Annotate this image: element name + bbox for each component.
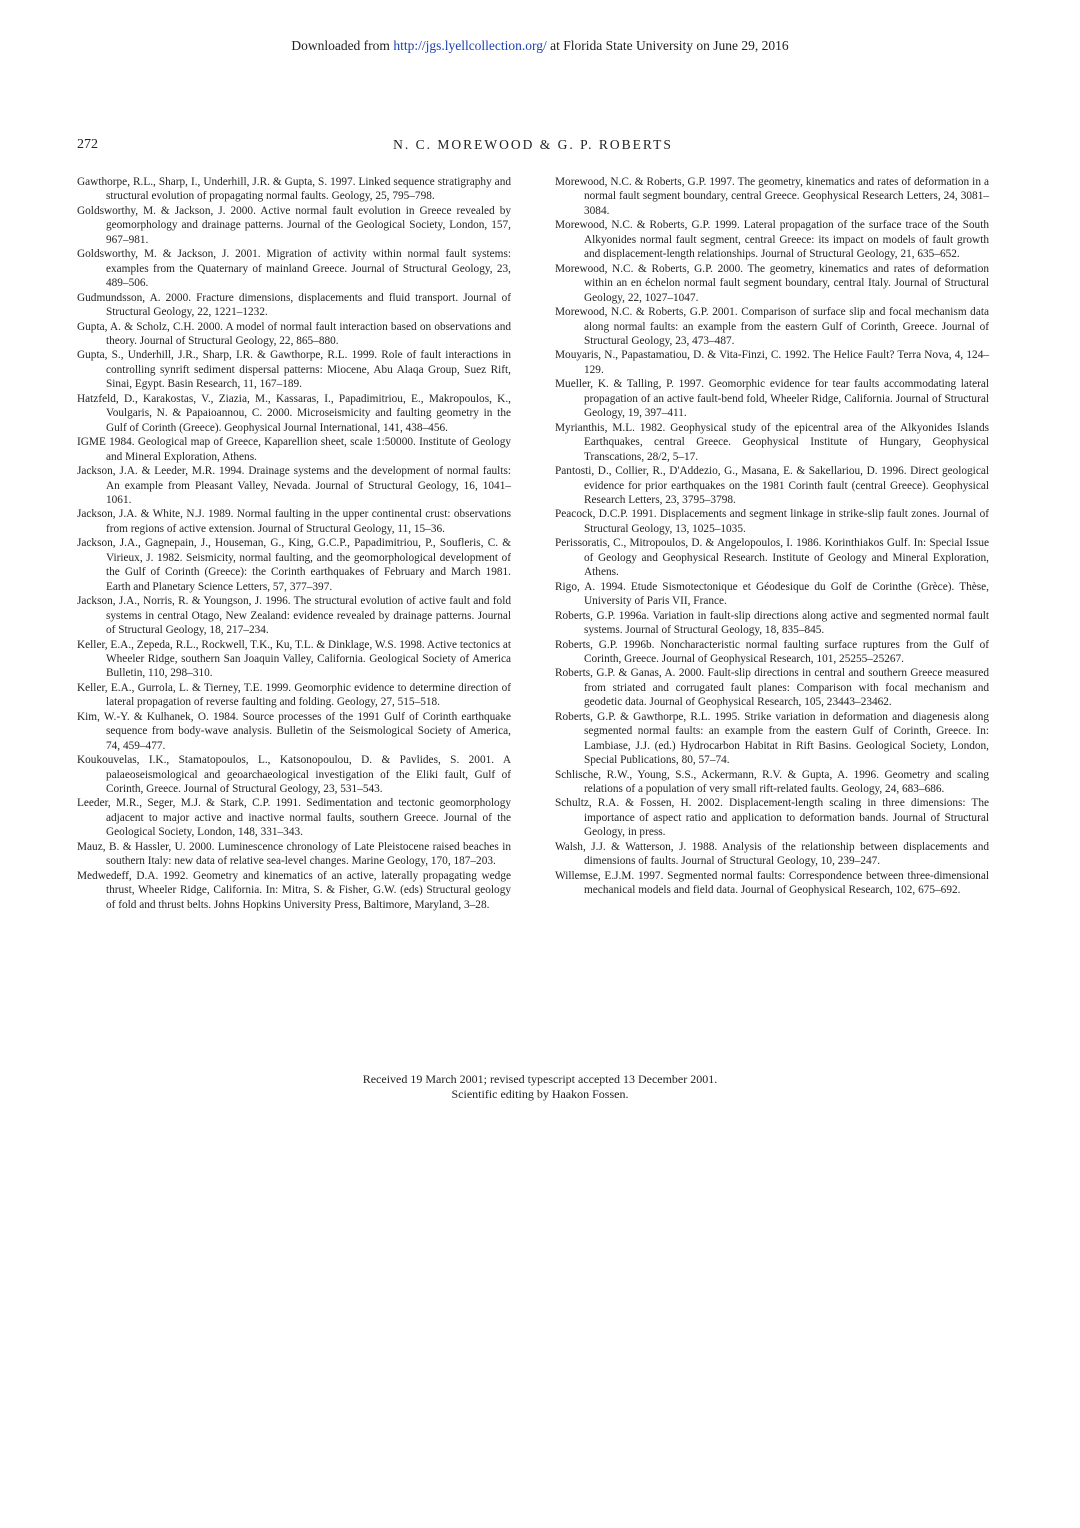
reference-entry: Perissoratis, C., Mitropoulos, D. & Angelopoulos, I. 1986. Korinthiakos Gulf. In: Special Issue of Geology and Geophysical Research. Institute of Geology and Mineral Exploration, Athens. [555, 537, 989, 579]
reference-entry: Keller, E.A., Gurrola, L. & Tierney, T.E. 1999. Geomorphic evidence to determine direction of lateral propagation of reverse faulting and folding. Geology, 27, 515–518. [77, 681, 511, 709]
reference-entry: Gupta, S., Underhill, J.R., Sharp, I.R. & Gawthorpe, R.L. 1999. Role of fault interactions in controlling synrift sediment dispersal patterns: Miocene, Abu Alaqa Group, Suez Rift, Sinai, Egypt. Basin Research, 11, 167–189. [77, 349, 511, 391]
reference-entry: Mauz, B. & Hassler, U. 2000. Luminescence chronology of Late Pleistocene raised beaches in southern Italy: new data of relative sea-level changes. Marine Geology, 170, 187–203. [77, 840, 511, 868]
reference-entry: Gawthorpe, R.L., Sharp, I., Underhill, J.R. & Gupta, S. 1997. Linked sequence stratigraphy and structural evolution of propagating normal faults. Geology, 25, 795–798. [77, 176, 511, 203]
download-banner [0, 38, 1080, 54]
reference-entry: Leeder, M.R., Seger, M.J. & Stark, C.P. 1991. Sedimentation and tectonic geomorphology adjacent to major active and inactive normal faults, southern Greece. Journal of the Geological Society, London, 148, 331–343. [77, 797, 511, 839]
reference-entry: Jackson, J.A. & Leeder, M.R. 1994. Drainage systems and the development of normal faults: An example from Pleasant Valley, Nevada. Journal of Structural Geology, 16, 1041–1061. [77, 465, 511, 506]
editing-credit: Scientific editing by Haakon Fossen. [451, 1087, 629, 1101]
reference-entry: Morewood, N.C. & Roberts, G.P. 1997. The geometry, kinematics and rates of deformation in a normal fault segment boundary, central Greece. Geophysical Research Letters, 24, 3081–3084. [555, 176, 989, 217]
reference-entry: Morewood, N.C. & Roberts, G.P. 1999. Lateral propagation of the surface trace of the South Alkyonides normal fault segment, central Greece: its impact on models of fault growth and displacement-length relationships. Journal of Structural Geology, 21, 635–652. [555, 219, 989, 261]
reference-entry: IGME 1984. Geological map of Greece, Kaparellion sheet, scale 1:50000. Institute of Geology and Mineral Exploration, Athens. [77, 436, 511, 463]
page-number: 272 [77, 137, 98, 152]
reference-entry: Morewood, N.C. & Roberts, G.P. 2001. Comparison of surface slip and focal mechanism data along normal faults: an example from the eastern Gulf of Corinth, Greece. Journal of Structural Geology, 23, 473–487. [555, 306, 989, 347]
reference-entry: Koukouvelas, I.K., Stamatopoulos, L., Katsonopoulou, D. & Pavlides, S. 2001. A palaeoseismological and geoarchaeological investigation of the Eliki fault, Gulf of Corinth, Greece. Journal of Structural Geology, 23, 531–543. [77, 754, 511, 796]
reference-entry: Roberts, G.P. & Ganas, A. 2000. Fault-slip directions in central and southern Greece measured from striated and corrugated fault planes: Comparison with focal mechanism and geodetic data. Journal of Geophysical Research, 105, 23443–23462. [555, 667, 989, 709]
reference-entry: Peacock, D.C.P. 1991. Displacements and segment linkage in strike-slip fault zones. Journal of Structural Geology, 13, 1025–1035. [555, 508, 989, 535]
download-prefix: Downloaded from [291, 38, 394, 53]
reference-entry: Pantosti, D., Collier, R., D'Addezio, G., Masana, E. & Sakellariou, D. 1996. Direct geological evidence for prior earthquakes on the 1981 Corinth fault (central Greece). Geophysical Research Letters, 23, 3795–3798. [555, 465, 989, 506]
references-left-column [77, 175, 511, 912]
reference-entry: Willemse, E.J.M. 1997. Segmented normal faults: Correspondence between three-dimensional mechanical models and field data. Journal of Geophysical Research, 102, 675–692. [555, 869, 989, 897]
reference-entry: Roberts, G.P. 1996b. Noncharacteristic normal faulting surface ruptures from the Gulf of Corinth, Greece. Journal of Geophysical Research, 101, 25255–25267. [555, 638, 989, 665]
reference-entry: Gupta, A. & Scholz, C.H. 2000. A model of normal fault interaction based on observations and theory. Journal of Structural Geology, 22, 865–880. [77, 320, 511, 347]
reference-entry: Medwedeff, D.A. 1992. Geometry and kinematics of an active, laterally propagating wedge thrust, Wheeler Ridge, California. In: Mitra, S. & Fisher, G.W. (eds) Structural geology of fold and thrust belts. Johns Hopkins University Press, Baltimore, Maryland, 3–28. [77, 869, 511, 911]
reference-entry: Roberts, G.P. 1996a. Variation in fault-slip directions along active and segmented normal fault systems. Journal of Structural Geology, 18, 835–845. [555, 609, 989, 637]
reference-entry: Schultz, R.A. & Fossen, H. 2002. Displacement-length scaling in three dimensions: The importance of aspect ratio and application to deformation bands. Journal of Structural Geology, in press. [555, 797, 989, 839]
running-title: N. C. MOREWOOD & G. P. ROBERTS [393, 137, 673, 152]
reference-entry: Myrianthis, M.L. 1982. Geophysical study of the epicentral area of the Alkyonides Islands Earthquakes, central Greece. Geophysical Institute of Hungary, Geophysical Transcations, 28/2, 5–17. [555, 421, 989, 463]
reference-entry: Mueller, K. & Talling, P. 1997. Geomorphic evidence for tear faults accommodating lateral propagation of an active fault-bend fold, Wheeler Ridge, California. Journal of Structural Geology, 19, 397–411. [555, 378, 989, 420]
reference-entry: Rigo, A. 1994. Etude Sismotectonique et Géodesique du Golf de Corinthe (Grèce). Thèse, University of Paris VII, France. [555, 580, 989, 608]
reference-entry: Jackson, J.A. & White, N.J. 1989. Normal faulting in the upper continental crust: observations from regions of active extension. Journal of Structural Geology, 11, 15–36. [77, 508, 511, 535]
reference-entry: Walsh, J.J. & Watterson, J. 1988. Analysis of the relationship between displacements and dimensions of faults. Journal of Structural Geology, 10, 239–247. [555, 840, 989, 868]
reference-entry: Roberts, G.P. & Gawthorpe, R.L. 1995. Strike variation in deformation and diagenesis along segmented normal faults: an example from the eastern Gulf of Corinth, Greece. In: Lambiase, J.J. (ed.) Hydrocarbon Habitat in Rift Basins. Geological Society, London, Special Publications, 80, 57–74. [555, 710, 989, 767]
reference-entry: Gudmundsson, A. 2000. Fracture dimensions, displacements and fluid transport. Journal of Structural Geology, 22, 1221–1232. [77, 291, 511, 319]
journal-link[interactable]: http://jgs.lyellcollection.org/ [393, 38, 547, 53]
received-dates: Received 19 March 2001; revised typescript accepted 13 December 2001. [362, 1072, 718, 1086]
reference-entry: Kim, W.-Y. & Kulhanek, O. 1984. Source processes of the 1991 Gulf of Corinth earthquake sequence from body-wave analysis. Bulletin of the Seismological Society of America, 74, 459–477. [77, 710, 511, 752]
reference-entry: Mouyaris, N., Papastamatiou, D. & Vita-Finzi, C. 1992. The Helice Fault? Terra Nova, 4, 124–129. [555, 349, 989, 376]
download-suffix: at Florida State University on June 29, 2016 [546, 38, 789, 53]
reference-entry: Goldsworthy, M. & Jackson, J. 2000. Active normal fault evolution in Greece revealed by geomorphology and drainage patterns. Journal of the Geological Society, London, 157, 967–981. [77, 204, 511, 246]
running-head [77, 137, 989, 157]
reference-entry: Goldsworthy, M. & Jackson, J. 2001. Migration of activity within normal fault systems: examples from the Quaternary of mainland Greece. Journal of Structural Geology, 23, 489–506. [77, 248, 511, 290]
reference-entry: Hatzfeld, D., Karakostas, V., Ziazia, M., Kassaras, I., Papadimitriou, E., Makropoulos, K., Voulgaris, N. & Papaioannou, C. 2000. Microseismicity and faulting geometry in the Gulf of Corinth (Greece). Geophysical Journal International, 141, 438–456. [77, 392, 511, 434]
reference-entry: Jackson, J.A., Gagnepain, J., Houseman, G., King, G.C.P., Papadimitriou, P., Soufleris, C. & Virieux, J. 1982. Seismicity, normal faulting, and the geomorphological development of the Gulf of Corinth (Greece): the Corinth earthquakes of February and March 1981. Earth and Planetary Science Letters, 57, 377–397. [77, 537, 511, 593]
reference-entry: Keller, E.A., Zepeda, R.L., Rockwell, T.K., Ku, T.L. & Dinklage, W.S. 1998. Active tectonics at Wheeler Ridge, southern San Joaquin Valley, California. Geological Society of America Bulletin, 110, 298–310. [77, 638, 511, 680]
reference-entry: Jackson, J.A., Norris, R. & Youngson, J. 1996. The structural evolution of active fault and fold systems in central Otago, New Zealand: evidence revealed by drainage patterns. Journal of Structural Geology, 18, 217–234. [77, 595, 511, 637]
reference-entry: Schlische, R.W., Young, S.S., Ackermann, R.V. & Gupta, A. 1996. Geometry and scaling relations of a population of very small rift-related faults. Geology, 24, 683–686. [555, 768, 989, 796]
reference-entry: Morewood, N.C. & Roberts, G.P. 2000. The geometry, kinematics and rates of deformation within an en échelon normal fault segment boundary, central Italy. Journal of Structural Geology, 22, 1027–1047. [555, 262, 989, 304]
references-right-column [555, 175, 989, 898]
footer-notes [0, 1072, 1080, 1102]
